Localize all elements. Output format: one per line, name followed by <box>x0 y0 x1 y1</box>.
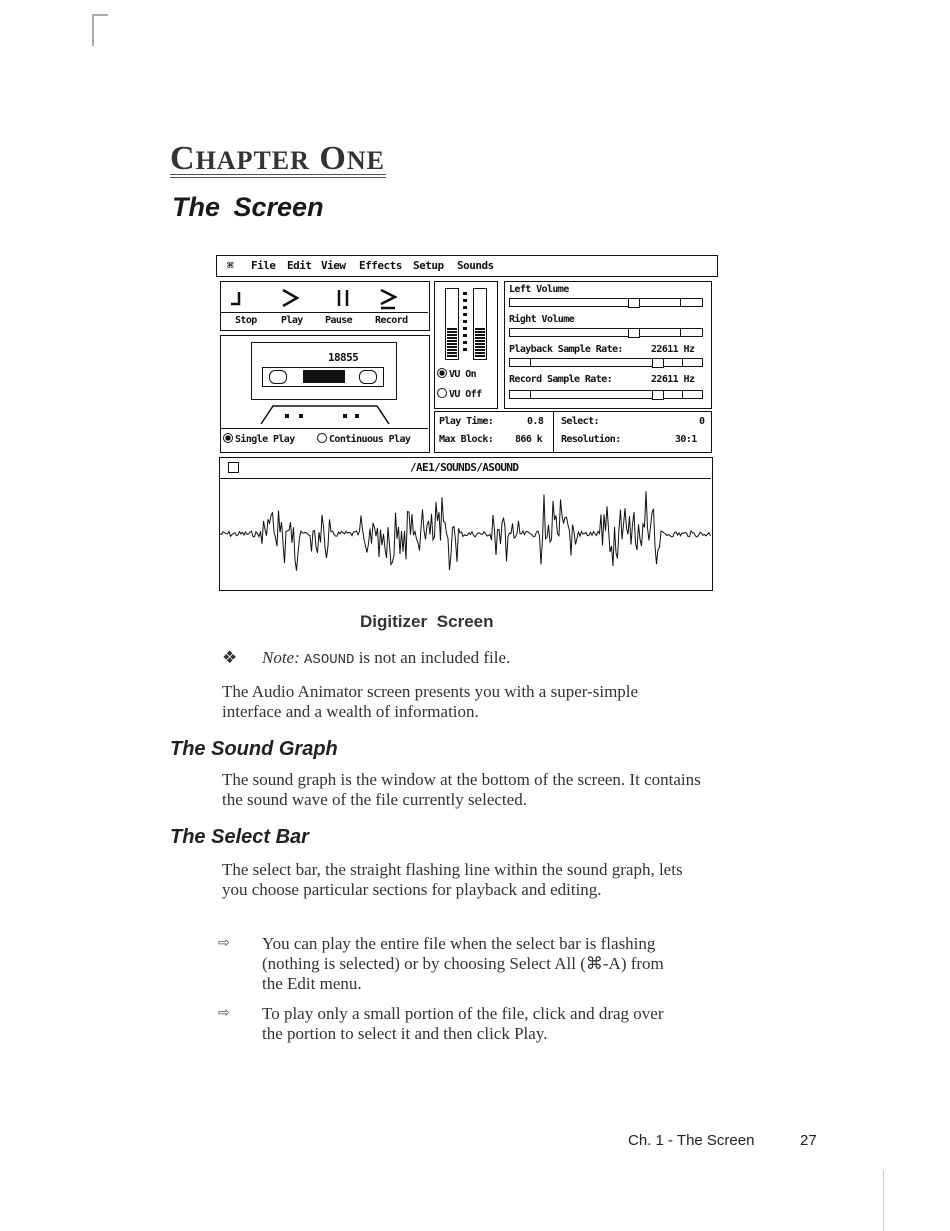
page-number: 27 <box>800 1132 817 1149</box>
transport-icons <box>221 282 427 312</box>
resolution-label: Resolution: <box>561 434 621 445</box>
chapter-rule <box>170 174 386 178</box>
select-label: Select: <box>561 416 599 427</box>
stats-panel <box>434 411 712 453</box>
sound-graph-window[interactable] <box>219 457 713 591</box>
menu-bar <box>216 255 718 277</box>
section-title: The Screen <box>172 192 324 222</box>
record-icon[interactable] <box>381 290 395 308</box>
record-rate-slider[interactable] <box>509 390 703 399</box>
pause-icon[interactable] <box>339 290 347 306</box>
menu-edit[interactable]: Edit <box>287 259 312 272</box>
page-edge <box>883 1170 884 1231</box>
record-label: Record <box>375 315 408 326</box>
menu-sounds[interactable]: Sounds <box>457 259 494 272</box>
left-volume-label: Left Volume <box>509 284 569 295</box>
note-text: is not an included file. <box>354 648 511 667</box>
running-head: Ch. 1 - The Screen <box>628 1132 755 1149</box>
playback-rate-label: Playback Sample Rate: <box>509 344 623 355</box>
stop-icon[interactable] <box>231 292 239 304</box>
note-label: Note: <box>262 648 300 667</box>
play-time-label: Play Time: <box>439 416 494 427</box>
stop-label: Stop <box>235 315 257 326</box>
record-rate-value: 22611 Hz <box>651 374 695 385</box>
select-value: 0 <box>699 416 705 427</box>
play-label: Play <box>281 315 303 326</box>
figure-caption: Digitizer Screen <box>360 612 494 631</box>
continuous-play-radio[interactable]: Continuous Play <box>317 433 410 445</box>
select-bar-paragraph: The select bar, the straight flashing line within the sound graph, lets you choose particular sections for playback and editing. <box>222 860 683 899</box>
vu-left-bar <box>445 288 459 360</box>
note <box>222 648 722 670</box>
chapter-title: CHAPTER ONE <box>170 140 385 177</box>
vu-off-radio[interactable]: VU Off <box>437 388 482 400</box>
apple-menu-icon[interactable]: ⌘ <box>227 259 234 272</box>
transport-panel <box>220 281 430 331</box>
vu-on-radio[interactable]: VU On <box>437 368 476 380</box>
playback-rate-slider[interactable] <box>509 358 703 367</box>
menu-effects[interactable]: Effects <box>359 259 402 272</box>
sound-graph-heading: The Sound Graph <box>170 738 338 760</box>
play-icon[interactable] <box>283 290 297 306</box>
reel-right-icon <box>359 370 377 384</box>
menu-view[interactable]: View <box>321 259 346 272</box>
intro-paragraph: The Audio Animator screen presents you with a super-simple interface and a wealth of information. <box>222 682 639 721</box>
pause-label: Pause <box>325 315 353 326</box>
counter-value: 18855 <box>328 351 359 364</box>
right-volume-label: Right Volume <box>509 314 575 325</box>
arrow-bullet-icon: ⇨ <box>218 936 230 951</box>
play-time-value: 0.8 <box>527 416 544 427</box>
file-path: /AE1/SOUNDS/ASOUND <box>410 461 519 474</box>
cassette-body <box>251 342 397 400</box>
playback-rate-value: 22611 Hz <box>651 344 695 355</box>
cassette-base <box>221 400 427 430</box>
wave-path <box>220 491 711 570</box>
close-box-icon[interactable] <box>228 462 239 473</box>
resolution-value: 30:1 <box>675 434 697 445</box>
sound-graph-paragraph: The sound graph is the window at the bottom of the screen. It contains the sound wave of the file currently selected. <box>222 770 701 809</box>
arrow-bullet-icon: ⇨ <box>218 1006 230 1021</box>
tape-window <box>262 367 384 387</box>
reel-left-icon <box>269 370 287 384</box>
note-marker-icon: ❖ <box>222 648 238 667</box>
max-block-value: 866 k <box>515 434 543 445</box>
menu-file[interactable]: File <box>251 259 276 272</box>
sound-wave <box>220 480 711 590</box>
cassette-panel <box>220 335 430 453</box>
settings-panel <box>504 281 712 409</box>
digitizer-screenshot <box>216 255 718 595</box>
right-volume-slider[interactable] <box>509 328 703 337</box>
vu-meter-panel <box>434 281 498 409</box>
max-block-label: Max Block: <box>439 434 494 445</box>
left-volume-slider[interactable] <box>509 298 703 307</box>
note-code: ASOUND <box>304 652 355 668</box>
menu-setup[interactable]: Setup <box>413 259 444 272</box>
select-bar-heading: The Select Bar <box>170 826 309 848</box>
vu-right-bar <box>473 288 487 360</box>
record-rate-label: Record Sample Rate: <box>509 374 612 385</box>
single-play-radio[interactable]: Single Play <box>223 433 295 445</box>
crop-mark <box>92 14 108 46</box>
